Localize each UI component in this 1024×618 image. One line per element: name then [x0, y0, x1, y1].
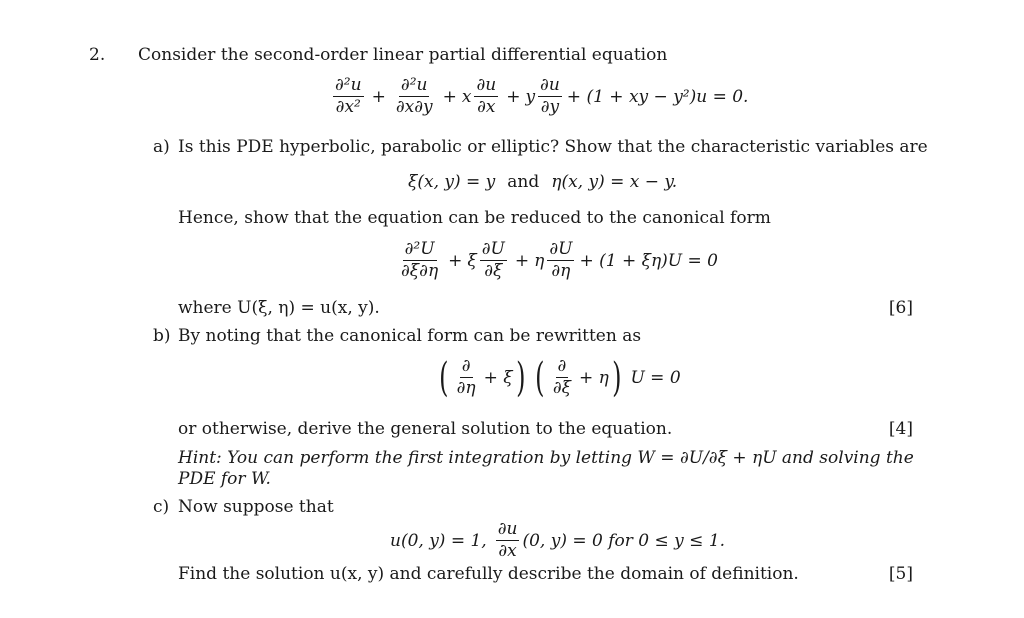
question-number: 2. — [89, 45, 106, 65]
part-b-marks: [4] — [888, 419, 913, 439]
question-intro: Consider the second-order linear partial differential equation — [138, 45, 668, 65]
characteristic-variables: ξ(x, y) = y and η(x, y) = x − y. — [408, 172, 678, 192]
part-c-text2: Find the solution u(x, y) and carefully describe the domain of definition. — [178, 564, 799, 584]
term-tail: + (1 + xy − y²)u = 0. — [566, 86, 749, 107]
part-c-label: c) — [153, 497, 170, 517]
term-ux: $\frac{\partial u}{\partial x}$ — [476, 75, 497, 117]
term-uy: $\frac{\partial u}{\partial y}$ — [540, 75, 560, 117]
part-c-text1: Now suppose that — [178, 497, 334, 517]
part-a-where: where U(ξ, η) = u(x, y). — [178, 298, 380, 318]
part-b-text2: or otherwise, derive the general solution to the equation. — [178, 419, 673, 439]
main-equation: $\frac{\text{∂²u}}{\text{∂x²}}$ + $\frac{\text{∂²u}}{\partial x\partial y}$ + x $\frac{\partial u}{\partial x}$ + y $\frac{\partial u}{\partial y}$ + (1 + xy − y²)u = 0. — [335, 75, 749, 117]
part-a-label: a) — [153, 137, 170, 157]
initial-conditions: u(0, y) = 1, $\frac{\partial u}{\partial x}$ (0, y) = 0 for 0 ≤ y ≤ 1. — [390, 519, 726, 561]
term-uxx: $\frac{\text{∂²u}}{\text{∂x²}}$ — [335, 75, 362, 117]
term-uxy: $\frac{\text{∂²u}}{\partial x\partial y}$ — [395, 75, 433, 117]
part-c-marks: [5] — [888, 564, 913, 584]
part-b-hint: Hint: You can perform the first integration by letting W = ∂U/∂ξ + ηU and solving the PDE for W. — [178, 448, 914, 489]
part-b-label: b) — [153, 326, 171, 346]
factored-form: ( $\frac{\partial}{\partial\eta}$ + ξ ) ( $\frac{\partial}{\partial\xi}$ + η ) U = 0 — [439, 354, 681, 401]
part-b-text1: By noting that the canonical form can be rewritten as — [178, 326, 642, 346]
part-a-text1: Is this PDE hyperbolic, parabolic or elliptic? Show that the characteristic variables are — [178, 137, 928, 157]
canonical-form: $\frac{\text{∂²U}}{\partial\xi\partial\eta}$ + ξ $\frac{\partial U}{\partial\xi}$ + η $\frac{\partial U}{\partial\eta}$ + (1 + ξη)U = 0 — [401, 239, 718, 281]
part-a-marks: [6] — [888, 298, 913, 318]
part-a-text2: Hence, show that the equation can be reduced to the canonical form — [178, 208, 771, 228]
